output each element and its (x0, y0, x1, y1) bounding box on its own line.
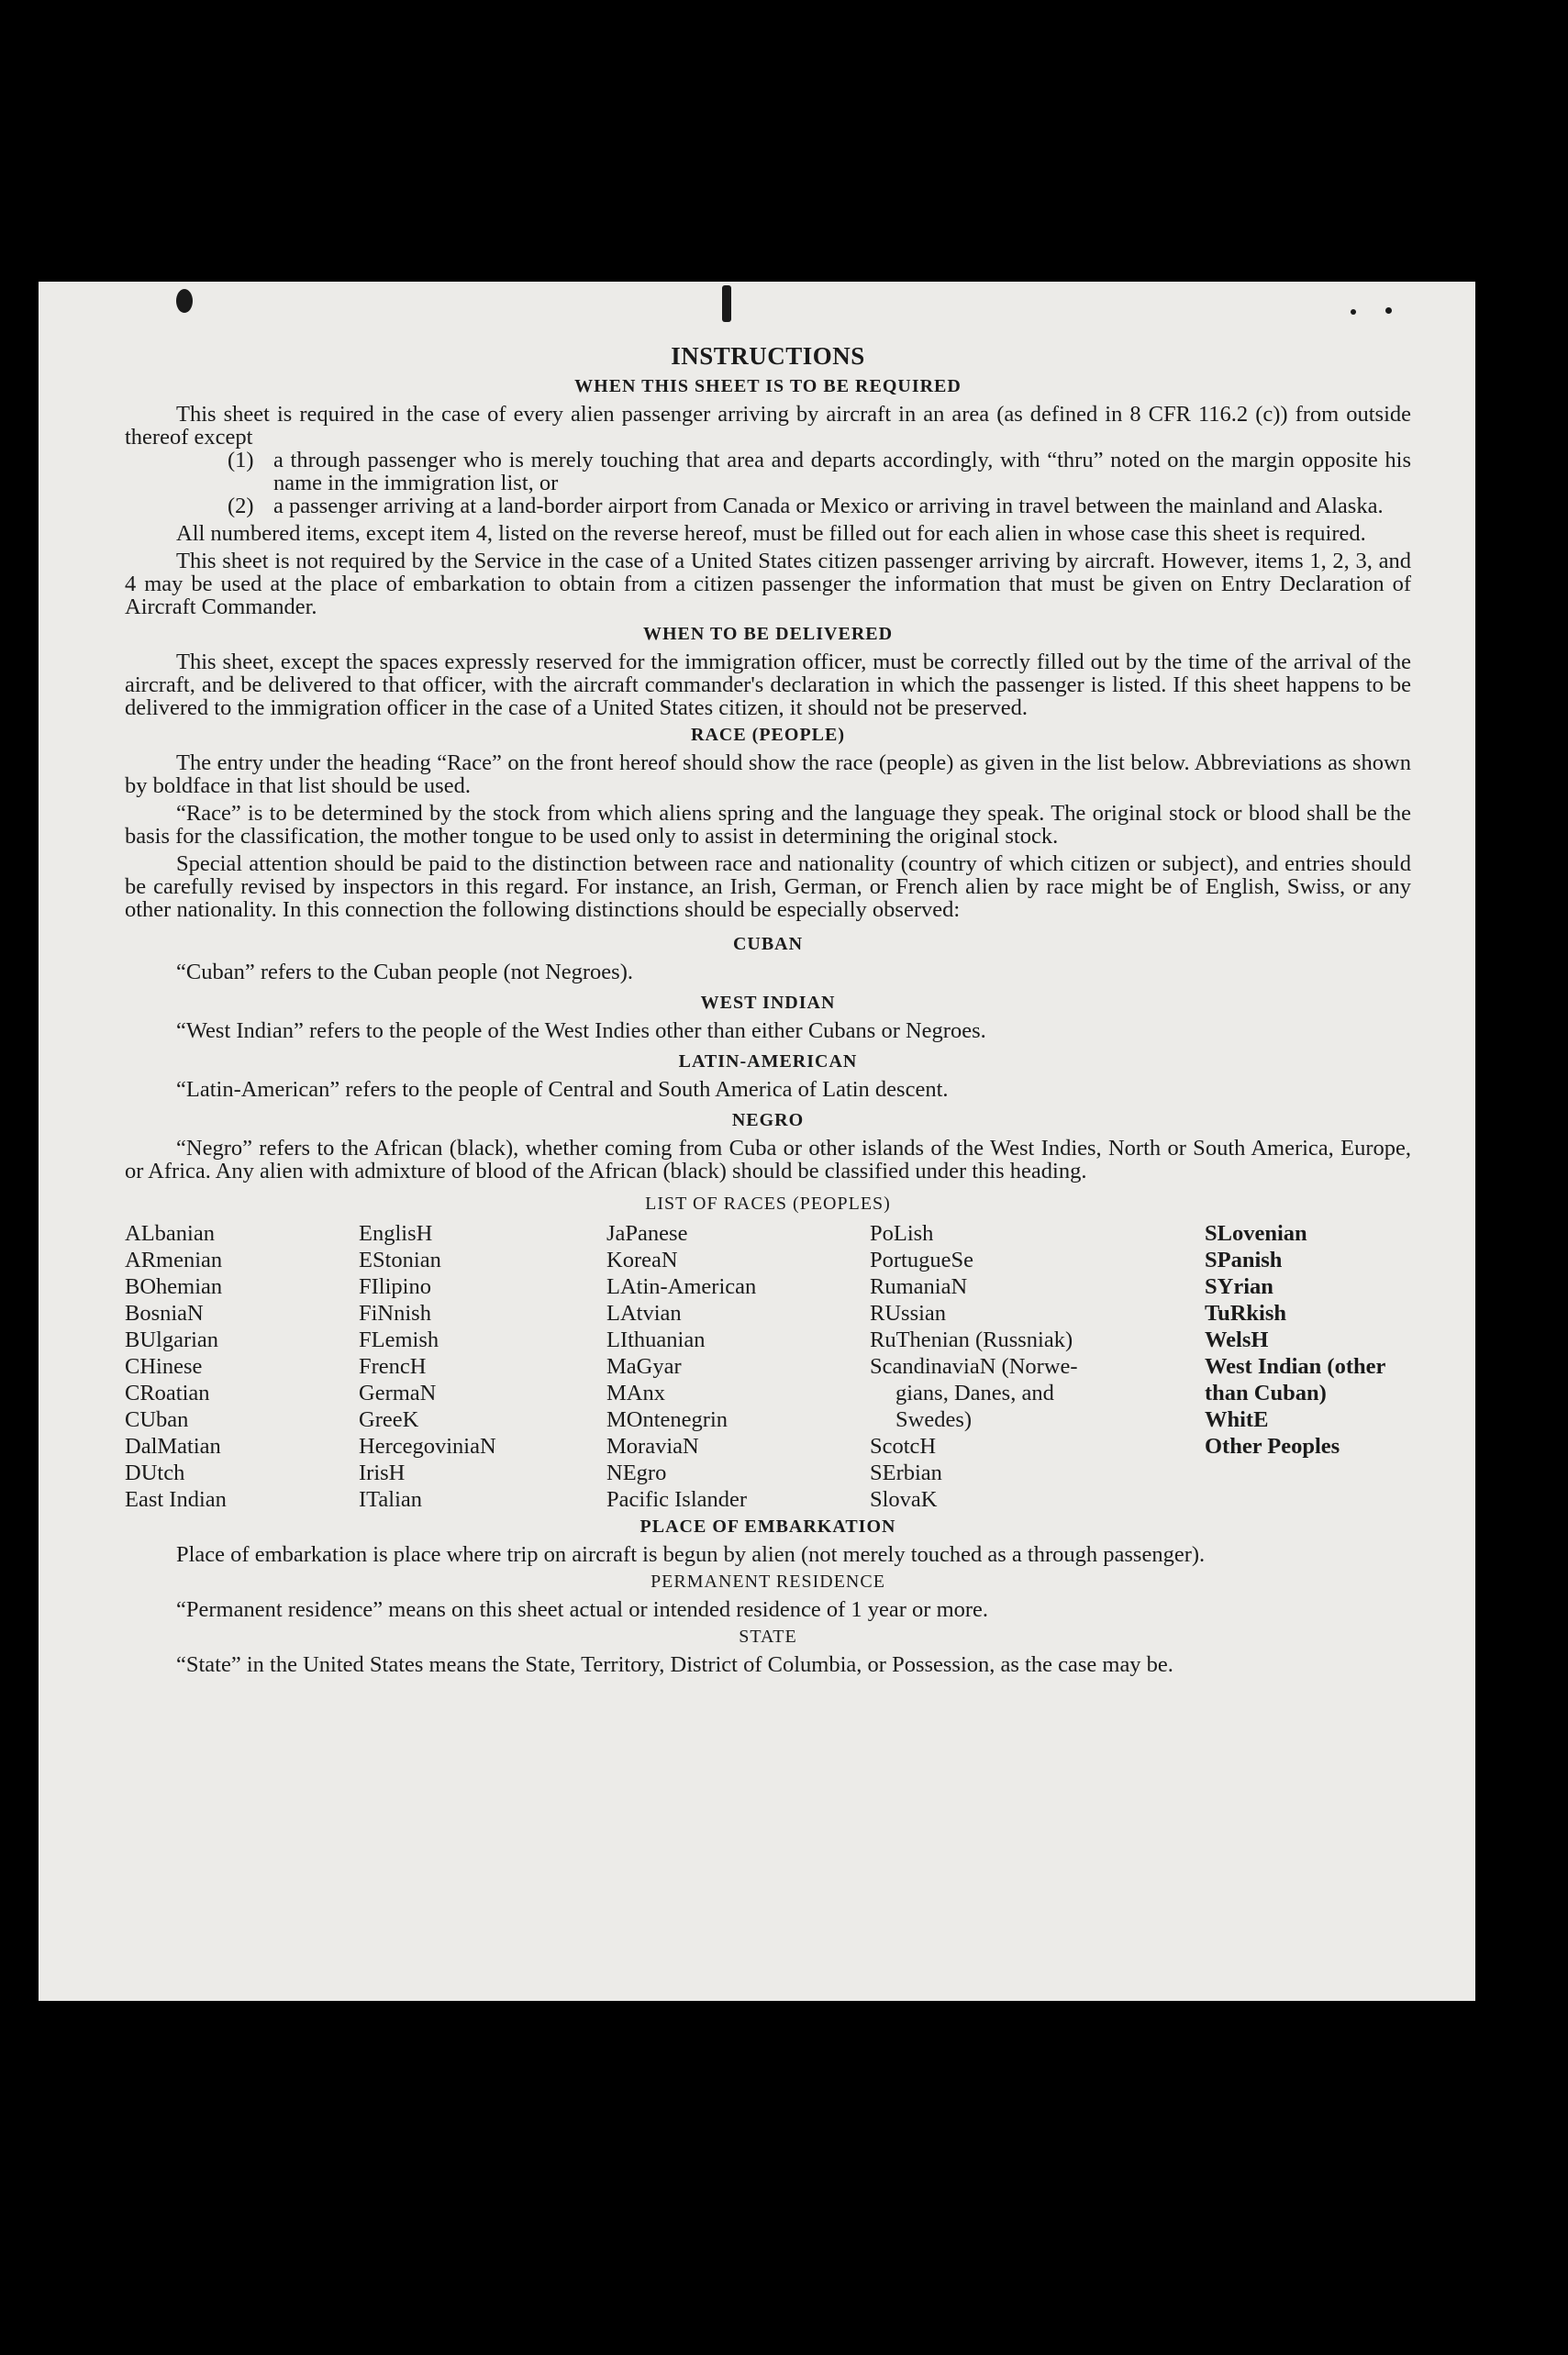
race-entry: MoraviaN (606, 1434, 699, 1459)
race-entry: KoreaN (606, 1248, 678, 1272)
race-entry: LIthuanian (606, 1327, 706, 1352)
race-entry: MaGyar (606, 1354, 682, 1379)
race-entry: East Indian (125, 1487, 227, 1512)
race-entry: ScandinaviaN (Norwe- (870, 1354, 1078, 1379)
heading-list-of-races: LIST OF RACES (PEOPLES) (645, 1194, 891, 1214)
embarkation-para: Place of embarkation is place where trip on aircraft is begun by alien (not merely touched as a through passenger). (176, 1542, 1206, 1567)
race-entry: FIlipino (359, 1274, 431, 1299)
race-entry: Swedes) (895, 1407, 973, 1432)
race-entry: MAnx (606, 1381, 665, 1405)
races-column-2 (359, 1220, 606, 1513)
race-entry: Pacific Islander (606, 1487, 748, 1512)
heading-when-required: WHEN THIS SHEET IS TO BE REQUIRED (574, 376, 962, 396)
race-entry: ALbanian (125, 1221, 215, 1246)
race-entry: BUlgarian (125, 1327, 219, 1352)
race-entry: JaPanese (606, 1221, 688, 1246)
race-para3: Special attention should be paid to the distinction between race and nationality (country of which citizen or subject), and entries should be carefully revised by inspectors in this regard. For instance, an Irish, German, or French alien by race might be of English, Swiss, or any other nationality. In this connection the following distinctions should be especially observed: (125, 851, 1411, 922)
race-entry: BOhemian (125, 1274, 223, 1299)
ink-speck (722, 285, 731, 322)
ink-speck (1385, 307, 1392, 314)
heading-race: RACE (PEOPLE) (691, 725, 845, 745)
heading-west-indian: WEST INDIAN (700, 993, 836, 1013)
page-title: INSTRUCTIONS (671, 342, 865, 370)
when-required-para2: All numbered items, except item 4, listed on the reverse hereof, must be filled out for each alien in whose case this sheet is required. (176, 521, 1366, 546)
residence-para: “Permanent residence” means on this sheet actual or intended residence of 1 year or more. (176, 1597, 989, 1622)
race-entry: LAtin-American (606, 1274, 757, 1299)
race-entry: PortugueSe (870, 1248, 973, 1272)
race-entry: SPanish (1205, 1248, 1283, 1272)
races-column-5 (1205, 1220, 1434, 1513)
race-entry: CRoatian (125, 1381, 210, 1405)
heading-cuban: CUBAN (732, 934, 804, 954)
item-text: a passenger arriving at a land-border airport from Canada or Mexico or arriving in travel between the mainland and Alaska. (273, 494, 1384, 518)
race-entry: CUban (125, 1407, 189, 1432)
race-entry: GermaN (359, 1381, 437, 1405)
heading-latin-american: LATIN-AMERICAN (678, 1051, 858, 1072)
race-entry: SLovenian (1205, 1221, 1307, 1246)
latin-american-para: “Latin-American” refers to the people of Central and South America of Latin descent. (176, 1077, 949, 1102)
race-para2: “Race” is to be determined by the stock from which aliens spring and the language they speak. The original stock or blood shall be the basis for the classification, the mother tongue to be used only to assist in determining the original stock. (125, 801, 1411, 849)
when-required-intro: This sheet is required in the case of every alien passenger arriving by aircraft in an area (as defined in 8 CFR 116.2 (c)) from outside thereof except (125, 402, 1411, 450)
state-para: “State” in the United States means the State, Territory, District of Columbia, or Possession, as the case may be. (176, 1652, 1173, 1677)
race-entry: TuRkish (1205, 1301, 1287, 1326)
race-entry: Other Peoples (1205, 1434, 1340, 1459)
heading-state: STATE (739, 1627, 797, 1647)
race-entry: SErbian (870, 1461, 942, 1485)
item-text: a through passenger who is merely touching that area and departs accordingly, with “thru” noted on the margin opposite his name in the immigration list, or (273, 448, 1411, 495)
race-entry: LAtvian (606, 1301, 682, 1326)
race-entry: than Cuban) (1205, 1381, 1327, 1405)
race-entry: FiNnish (359, 1301, 431, 1326)
heading-when-delivered: WHEN TO BE DELIVERED (642, 624, 894, 644)
race-entry: IrisH (359, 1461, 406, 1485)
heading-embarkation: PLACE OF EMBARKATION (639, 1516, 896, 1537)
heading-negro: NEGRO (731, 1110, 805, 1130)
race-entry: ITalian (359, 1487, 423, 1512)
race-entry: ScotcH (870, 1434, 937, 1459)
item-number: (2) (228, 494, 254, 518)
race-entry: DUtch (125, 1461, 185, 1485)
race-entry: ARmenian (125, 1248, 223, 1272)
race-entry: NEgro (606, 1461, 667, 1485)
race-entry: gians, Danes, and (895, 1381, 1054, 1405)
west-indian-para: “West Indian” refers to the people of the West Indies other than either Cubans or Negroes. (176, 1018, 986, 1043)
race-entry: SlovaK (870, 1487, 938, 1512)
race-entry: RUssian (870, 1301, 947, 1326)
when-required-para3: This sheet is not required by the Service in the case of a United States citizen passenger arriving by aircraft. However, items 1, 2, 3, and 4 may be used at the place of embarkation to obtain from a citizen passenger the information that must be given on Entry Declaration of Aircraft Commander. (125, 549, 1411, 619)
item-number: (1) (228, 448, 254, 472)
negro-para: “Negro” refers to the African (black), whether coming from Cuba or other islands of the West Indies, North or South America, Europe, or Africa. Any alien with admixture of blood of the African (black) should be classified under this heading. (125, 1136, 1411, 1183)
race-entry: PoLish (870, 1221, 934, 1246)
when-delivered-para: This sheet, except the spaces expressly reserved for the immigration officer, must be correctly filled out by the time of the arrival of the aircraft, and be delivered to that officer, with the aircraft commander's declaration in which the passenger is listed. If this sheet happens to be delivered to the immigration officer in the case of a United States citizen, it should not be preserved. (125, 650, 1411, 720)
ink-speck (176, 289, 193, 313)
race-entry: West Indian (other (1205, 1354, 1386, 1379)
instruction-sheet (39, 282, 1475, 2001)
race-para1: The entry under the heading “Race” on the front hereof should show the race (people) as given in the list below. Abbreviations as shown by boldface in that list should be used. (125, 750, 1411, 798)
race-entry: WelsH (1205, 1327, 1269, 1352)
race-entry: RumaniaN (870, 1274, 968, 1299)
race-entry: WhitE (1205, 1407, 1269, 1432)
race-entry: HercegoviniaN (359, 1434, 496, 1459)
race-entry: DalMatian (125, 1434, 221, 1459)
race-entry: EStonian (359, 1248, 441, 1272)
race-entry: SYrian (1205, 1274, 1273, 1299)
heading-residence: PERMANENT RESIDENCE (651, 1572, 885, 1592)
race-entry: MOntenegrin (606, 1407, 728, 1432)
races-list (125, 1220, 1411, 1513)
race-entry: BosniaN (125, 1301, 204, 1326)
race-entry: RuThenian (Russniak) (870, 1327, 1073, 1352)
race-entry: EnglisH (359, 1221, 433, 1246)
list-item (228, 494, 1411, 517)
ink-speck (1351, 309, 1356, 315)
race-entry: CHinese (125, 1354, 203, 1379)
race-entry: GreeK (359, 1407, 419, 1432)
races-column-4 (870, 1220, 1205, 1513)
cuban-para: “Cuban” refers to the Cuban people (not Negroes). (176, 960, 633, 984)
races-column-1 (125, 1220, 359, 1513)
list-item (228, 449, 1411, 494)
races-column-3 (606, 1220, 870, 1513)
race-entry: FrencH (359, 1354, 427, 1379)
race-entry: FLemish (359, 1327, 439, 1352)
